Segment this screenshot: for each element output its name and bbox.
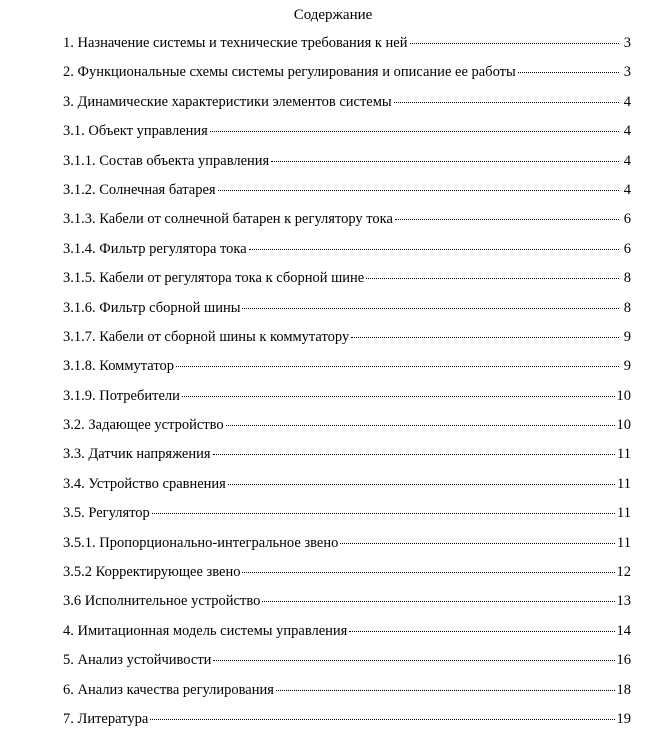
- toc-entry[interactable]: [63, 591, 631, 620]
- toc-dot-leader: [210, 130, 619, 132]
- toc-entry[interactable]: [63, 92, 631, 121]
- toc-entry[interactable]: [63, 180, 631, 209]
- toc-entry-page-number: 13: [616, 593, 631, 610]
- toc-entry-page-number: 4: [623, 181, 631, 198]
- toc-entry-title: 3.5. Регулятор: [63, 505, 150, 522]
- toc-dot-leader: [518, 71, 619, 73]
- toc-entry-page-number: 6: [623, 211, 631, 228]
- toc-entry-page-number: 4: [623, 93, 631, 110]
- toc-entry-page-number: 6: [623, 240, 631, 257]
- toc-entry-title: 3.1.5. Кабели от регулятора тока к сборной шине: [63, 270, 365, 287]
- toc-entry-page-number: 11: [617, 505, 631, 522]
- toc-entry-page-number: 9: [623, 328, 631, 345]
- toc-entry-page-number: 18: [616, 681, 631, 698]
- toc-dot-leader: [226, 424, 615, 426]
- toc-entry[interactable]: [63, 356, 631, 385]
- toc-entry[interactable]: [63, 62, 631, 91]
- toc-entry-title: 3.1.1. Состав объекта управления: [63, 152, 270, 169]
- toc-entry[interactable]: [63, 562, 631, 591]
- toc-entry[interactable]: [63, 33, 631, 62]
- toc-dot-leader: [249, 248, 619, 250]
- toc-entry-title: 3.1. Объект управления: [63, 123, 208, 140]
- toc-dot-leader: [351, 336, 619, 338]
- toc-entry[interactable]: [63, 474, 631, 503]
- toc-dot-leader: [242, 571, 614, 573]
- toc-entry[interactable]: [63, 415, 631, 444]
- table-of-contents: [63, 33, 631, 738]
- toc-dot-leader: [262, 600, 614, 602]
- toc-entry-title: 4. Имитационная модель системы управления: [63, 622, 348, 639]
- toc-dot-leader: [366, 277, 619, 279]
- toc-entry-page-number: 14: [616, 622, 631, 639]
- toc-entry-title: 3.1.9. Потребители: [63, 387, 180, 404]
- toc-entry-page-number: 3: [623, 35, 631, 51]
- toc-entry-page-number: 3: [623, 64, 631, 81]
- toc-dot-leader: [340, 542, 615, 544]
- toc-entry-title: 3.5.2 Корректирующее звено: [63, 564, 241, 581]
- toc-entry-title: 7. Литература: [63, 710, 149, 727]
- toc-entry-page-number: 11: [617, 475, 631, 492]
- toc-entry[interactable]: [63, 209, 631, 238]
- toc-entry-title: 3.1.8. Коммутатор: [63, 358, 174, 375]
- toc-dot-leader: [218, 189, 619, 191]
- toc-entry[interactable]: [63, 268, 631, 297]
- toc-entry-title: 3.4. Устройство сравнения: [63, 475, 226, 492]
- toc-entry[interactable]: [63, 239, 631, 268]
- toc-entry-page-number: 8: [623, 270, 631, 287]
- toc-entry[interactable]: [63, 709, 631, 738]
- toc-dot-leader: [182, 395, 615, 397]
- toc-entry-title: 3. Динамические характеристики элементов системы: [63, 93, 392, 110]
- toc-dot-leader: [276, 689, 615, 691]
- toc-entry-title: 3.1.2. Солнечная батарея: [63, 181, 216, 198]
- toc-entry-title: 2. Функциональные схемы системы регулирования и описание ее работы: [63, 64, 516, 81]
- toc-entry[interactable]: [63, 503, 631, 532]
- toc-entry-page-number: 4: [623, 123, 631, 140]
- toc-entry-title: 3.1.4. Фильтр регулятора тока: [63, 240, 247, 257]
- toc-dot-leader: [176, 365, 619, 367]
- toc-entry-title: 5. Анализ устойчивости: [63, 652, 212, 669]
- toc-entry-page-number: 10: [616, 387, 631, 404]
- toc-dot-leader: [213, 659, 614, 661]
- toc-entry-title: 3.1.7. Кабели от сборной шины к коммутатору: [63, 328, 350, 345]
- toc-entry-page-number: 16: [616, 652, 631, 669]
- toc-entry[interactable]: [63, 650, 631, 679]
- toc-dot-leader: [242, 307, 619, 309]
- toc-entry-page-number: 11: [617, 534, 631, 551]
- toc-dot-leader: [213, 453, 616, 455]
- toc-entry[interactable]: [63, 533, 631, 562]
- toc-entry-page-number: 11: [617, 446, 631, 463]
- toc-dot-leader: [395, 218, 619, 220]
- toc-entry-page-number: 19: [616, 710, 631, 727]
- toc-dot-leader: [394, 101, 619, 103]
- toc-entry-title: 3.5.1. Пропорционально-интегральное звено: [63, 534, 339, 551]
- toc-entry-title: 3.1.3. Кабели от солнечной батарен к регулятору тока: [63, 211, 393, 228]
- toc-entry[interactable]: [63, 298, 631, 327]
- toc-dot-leader: [349, 630, 614, 632]
- toc-entry-page-number: 12: [616, 564, 631, 581]
- toc-entry-title: 3.6 Исполнительное устройство: [63, 593, 261, 610]
- toc-dot-leader: [152, 512, 615, 514]
- toc-entry-page-number: 8: [623, 299, 631, 316]
- toc-entry-title: 3.2. Задающее устройство: [63, 417, 224, 434]
- toc-dot-leader: [228, 483, 615, 485]
- toc-entry[interactable]: [63, 327, 631, 356]
- toc-dot-leader: [150, 718, 614, 720]
- toc-entry[interactable]: [63, 680, 631, 709]
- toc-dot-leader: [410, 42, 620, 44]
- toc-entry-title: 3.1.6. Фильтр сборной шины: [63, 299, 241, 316]
- toc-entry-title: 3.3. Датчик напряжения: [63, 446, 211, 463]
- toc-entry[interactable]: [63, 621, 631, 650]
- toc-entry-page-number: 10: [616, 417, 631, 434]
- toc-entry[interactable]: [63, 151, 631, 180]
- toc-dot-leader: [271, 160, 619, 162]
- toc-entry-page-number: 9: [623, 358, 631, 375]
- toc-entry[interactable]: [63, 386, 631, 415]
- toc-entry[interactable]: [63, 444, 631, 473]
- toc-entry-title: 6. Анализ качества регулирования: [63, 681, 274, 698]
- page-title: Содержание: [293, 7, 373, 23]
- toc-entry-page-number: 4: [623, 152, 631, 169]
- toc-entry-title: 1. Назначение системы и технические требования к ней: [63, 35, 408, 51]
- toc-entry[interactable]: [63, 121, 631, 150]
